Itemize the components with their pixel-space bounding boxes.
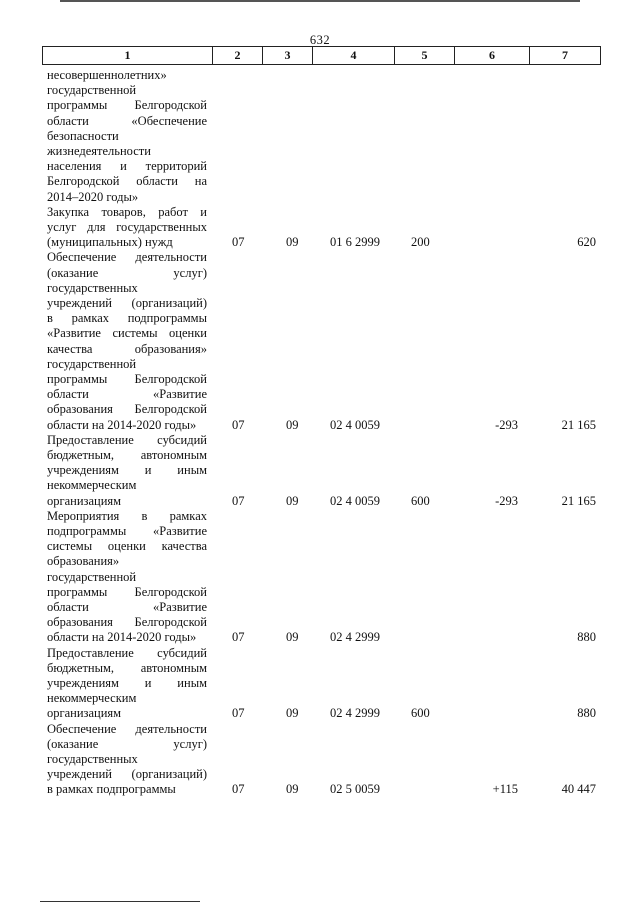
description-line: (оказание услуг) bbox=[47, 736, 207, 751]
description-line: безопасности bbox=[47, 128, 119, 143]
row-description bbox=[47, 509, 207, 646]
description-line: учреждений (организаций) bbox=[47, 296, 207, 310]
cell-c7: 880 bbox=[577, 706, 596, 721]
description-line: услуг для государственных bbox=[47, 220, 207, 234]
cell-c4: 02 5 0059 bbox=[330, 782, 380, 797]
description-line: качества образования» bbox=[47, 341, 207, 356]
description-line: бюджетным, автономным bbox=[47, 448, 207, 462]
description-line: образования Белгородской bbox=[47, 402, 207, 417]
cell-c5: 600 bbox=[411, 706, 430, 721]
description-line: несовершеннолетних» bbox=[47, 68, 167, 82]
description-line: бюджетным, автономным bbox=[47, 660, 207, 675]
table-header-row bbox=[42, 46, 601, 65]
cell-c2: 07 bbox=[232, 706, 245, 721]
description-line: программы Белгородской bbox=[47, 372, 207, 387]
description-line: образования Белгородской bbox=[47, 615, 207, 630]
cell-c3: 09 bbox=[286, 630, 299, 645]
description-line: «Развитие системы оценки bbox=[47, 326, 207, 341]
cell-c4: 02 4 0059 bbox=[330, 417, 380, 432]
description-line: области «Развитие bbox=[47, 600, 207, 615]
cell-c3: 09 bbox=[286, 706, 299, 721]
cell-c5: 600 bbox=[411, 493, 430, 508]
cell-c7: 21 165 bbox=[561, 417, 596, 432]
cell-c4: 02 4 2999 bbox=[330, 630, 380, 645]
description-line: области на 2014-2020 годы» bbox=[47, 630, 197, 645]
header-col-5: 5 bbox=[395, 47, 455, 64]
description-line: образования» bbox=[47, 554, 120, 569]
row-description bbox=[47, 433, 207, 509]
description-line: Обеспечение деятельности bbox=[47, 721, 207, 736]
header-col-2: 2 bbox=[213, 47, 263, 64]
description-line: Обеспечение деятельности bbox=[47, 250, 207, 265]
scan-bottom-line bbox=[40, 901, 200, 902]
description-line: Мероприятия в рамках bbox=[47, 508, 207, 523]
description-line: государственных bbox=[47, 280, 138, 295]
cell-c5: 200 bbox=[411, 235, 430, 250]
description-line: 2014–2020 годы» bbox=[47, 189, 139, 204]
description-line: в рамках подпрограммы bbox=[47, 782, 176, 797]
cell-c3: 09 bbox=[286, 417, 299, 432]
header-col-6: 6 bbox=[455, 47, 530, 64]
cell-c3: 09 bbox=[286, 782, 299, 797]
page-number: 632 bbox=[309, 33, 331, 47]
cell-c2: 07 bbox=[232, 235, 245, 250]
description-line: Предоставление субсидий bbox=[47, 645, 207, 660]
header-col-1: 1 bbox=[43, 47, 213, 64]
description-line: населения и территорий bbox=[47, 159, 207, 174]
row-description bbox=[47, 68, 207, 205]
cell-c6: -293 bbox=[495, 417, 518, 432]
cell-c7: 880 bbox=[577, 630, 596, 645]
cell-c4: 02 4 2999 bbox=[330, 706, 380, 721]
description-line: программы Белгородской bbox=[47, 98, 207, 113]
cell-c2: 07 bbox=[232, 493, 245, 508]
cell-c2: 07 bbox=[232, 417, 245, 432]
description-line: подпрограммы «Развитие bbox=[47, 524, 207, 538]
description-line: Закупка товаров, работ и bbox=[47, 204, 207, 219]
description-line: некоммерческим bbox=[47, 691, 137, 706]
cell-c3: 09 bbox=[286, 493, 299, 508]
description-line: программы Белгородской bbox=[47, 584, 207, 599]
cell-c7: 620 bbox=[577, 235, 596, 250]
row-description bbox=[47, 250, 207, 432]
cell-c2: 07 bbox=[232, 630, 245, 645]
description-line: области «Развитие bbox=[47, 387, 207, 402]
description-line: в рамках подпрограммы bbox=[47, 311, 207, 326]
description-line: организациям bbox=[47, 706, 122, 721]
description-line: учреждений (организаций) bbox=[47, 767, 207, 782]
description-line: Белгородской области на bbox=[47, 174, 207, 189]
description-line: некоммерческим bbox=[47, 478, 137, 493]
description-line: (муниципальных) нужд bbox=[47, 235, 173, 250]
scan-top-edge bbox=[60, 0, 580, 2]
cell-c4: 02 4 0059 bbox=[330, 493, 380, 508]
description-line: системы оценки качества bbox=[47, 539, 207, 554]
description-line: учреждениям и иным bbox=[47, 463, 207, 478]
description-line: (оказание услуг) bbox=[47, 265, 207, 280]
cell-c7: 40 447 bbox=[561, 782, 596, 797]
row-description bbox=[47, 646, 207, 722]
header-col-7: 7 bbox=[562, 48, 568, 62]
description-line: Предоставление субсидий bbox=[47, 432, 207, 447]
description-line: области на 2014-2020 годы» bbox=[47, 417, 197, 432]
description-line: государственной bbox=[47, 83, 137, 98]
cell-c3: 09 bbox=[286, 235, 299, 250]
description-line: государственной bbox=[47, 356, 137, 371]
description-line: организациям bbox=[47, 493, 122, 508]
cell-c7: 21 165 bbox=[561, 493, 596, 508]
row-description bbox=[47, 205, 207, 251]
description-line: жизнедеятельности bbox=[47, 144, 151, 159]
description-line: государственных bbox=[47, 752, 138, 766]
cell-c4: 01 6 2999 bbox=[330, 235, 380, 250]
cell-c2: 07 bbox=[232, 782, 245, 797]
description-line: государственной bbox=[47, 569, 137, 584]
description-line: учреждениям и иным bbox=[47, 676, 207, 690]
header-col-3: 3 bbox=[263, 47, 313, 64]
header-col-4: 4 bbox=[313, 47, 395, 64]
cell-c6: -293 bbox=[495, 493, 518, 508]
cell-c6: +115 bbox=[492, 782, 518, 797]
description-line: области «Обеспечение bbox=[47, 113, 207, 128]
row-description bbox=[47, 722, 207, 798]
